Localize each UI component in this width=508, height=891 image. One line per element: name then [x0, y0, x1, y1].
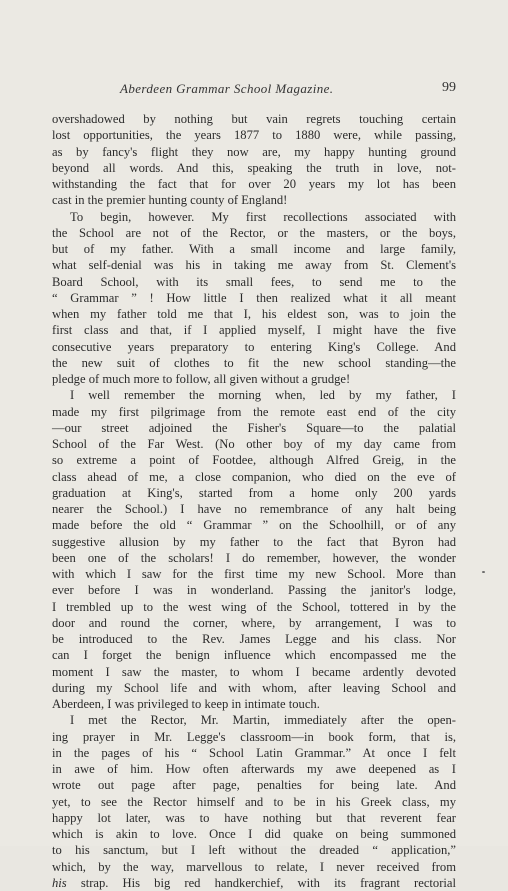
text-line: School of the Far West. (No other boy of my day came from — [52, 437, 456, 451]
running-head — [52, 81, 456, 101]
text-line: pledge of much more to follow, all given without a grudge! — [52, 372, 351, 386]
text-line: to his sanctum, but I left without the dreaded “ application,” — [52, 843, 456, 858]
text-line: made my first pilgrimage from the remote east end of the city — [52, 404, 456, 419]
text-line: consecutive years preparatory to entering King's College. And — [52, 339, 456, 354]
text-line: in the pages of his “ School Latin Grammar.” At once I felt — [52, 745, 456, 760]
text-line: made before the old “ Grammar ” on the Schoolhill, or of any — [52, 518, 456, 533]
text-line: moment I saw the master, to whom I became ardently devoted — [52, 664, 456, 679]
text-line: wrote out page after page, penalties for being late. And — [52, 778, 456, 793]
text-line: beyond all words. And this, speaking the truth in love, not- — [52, 160, 456, 175]
body-text — [52, 111, 456, 891]
text-line: the new suit of clothes to fit the new school standing—the — [52, 355, 456, 370]
text-line: nearer the School.) I have no remembrance of any halt being — [52, 502, 456, 516]
text-line: cast in the premier hunting county of England! — [52, 193, 288, 208]
text-line: I trembled up to the west wing of the School, tottered in by the — [52, 599, 456, 614]
paper-speck — [482, 571, 485, 573]
text-line: withstanding the fact that for over 20 years my lot has been — [52, 177, 456, 191]
text-line: as by fancy's flight they now are, my happy hunting ground — [52, 144, 456, 159]
text-line: when my father told me that I, his eldest son, was to join the — [52, 307, 456, 321]
text-line: during my School life and with whom, after leaving School and — [52, 680, 456, 695]
text-line: which, by the way, marvellous to relate, I never received from — [52, 859, 456, 874]
text-line-last: his strap. His big red handkerchief, with its fragrant rectorial — [52, 875, 456, 890]
text-line: —our street adjoined the Fisher's Square—to the palatial — [52, 420, 456, 435]
text-line: happy lot later, was to have nothing but that reverent fear — [52, 810, 456, 825]
text-line: yet, to see the Rector himself and to be in his Greek class, my — [52, 794, 456, 809]
text-line: but of my father. With a small income and large family, — [52, 242, 456, 256]
text-line: class ahead of me, a close companion, who died on the eve of — [52, 469, 456, 484]
text-line: in awe of him. How often afterwards my awe deepened as I — [52, 762, 456, 776]
text-line: I met the Rector, Mr. Martin, immediately after the open- — [70, 713, 456, 728]
text-line: been one of the scholars! I do remember, however, the wonder — [52, 550, 456, 565]
text-line: Board School, with its small fees, to send me to the — [52, 274, 456, 289]
text-line: To begin, however. My first recollections associated with — [70, 209, 456, 224]
text-line: what self-denial was his in taking me away from St. Clement's — [52, 258, 456, 273]
text-line: ever before I was in wonderland. Passing the janitor's lodge, — [52, 583, 456, 598]
text-line: “ Grammar ” ! How little I then realized what it all meant — [52, 290, 456, 305]
emphasized-word: his — [52, 875, 67, 890]
page-number: 99 — [442, 80, 456, 95]
text-line: be introduced to the Rev. James Legge and his class. Nor — [52, 632, 456, 646]
text-line: Aberdeen, I was privileged to keep in intimate touch. — [52, 697, 320, 711]
text-line: so extreme a point of Footdee, although Alfred Greig, in the — [52, 453, 456, 468]
text-line: suggestive allusion by my father to the fact that Byron had — [52, 534, 456, 549]
text-line: first class and that, if I applied myself, I might have the five — [52, 323, 456, 338]
text-line: overshadowed by nothing but vain regrets touching certain — [52, 112, 456, 126]
text-line: lost opportunities, the years 1877 to 1880 were, while passing, — [52, 128, 456, 143]
text-line: can I forget the benign influence which encompassed me the — [52, 648, 456, 663]
text-line: with which I saw for the first time my new School. More than — [52, 567, 456, 581]
text-line: door and round the corner, where, by arrangement, I was to — [52, 615, 456, 630]
text-line: graduation at King's, started from a home only 200 yards — [52, 485, 456, 500]
running-title: Aberdeen Grammar School Magazine. — [120, 81, 334, 96]
text-line: which is akin to love. Once I did quake on being summoned — [52, 827, 456, 841]
text-line: the School are not of the Rector, or the masters, or the boys, — [52, 225, 456, 240]
text-line: ing prayer in Mr. Legge's classroom—in book form, that is, — [52, 729, 456, 744]
text-line: I well remember the morning when, led by my father, I — [70, 388, 456, 403]
